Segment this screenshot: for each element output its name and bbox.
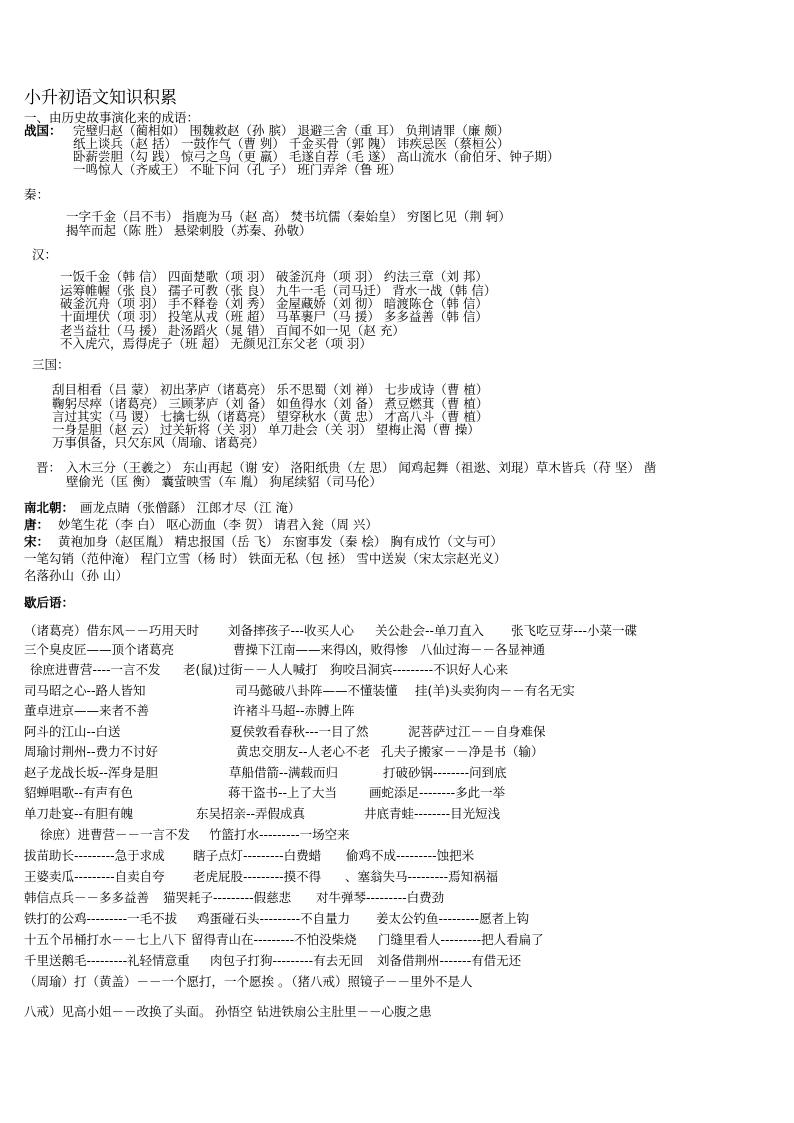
saying: 赵子龙战长坂--浑身是胆 (24, 765, 159, 780)
saying: 许褚斗马超--赤膊上阵 (233, 703, 355, 718)
idiom-line: 十面埋伏（项 羽） 投笔从戎（班 超） 马革裹尸（马 援） 多多益善（韩 信） (60, 309, 488, 324)
idiom-line: 一字千金（吕不韦） 指鹿为马（赵 高） 焚书坑儒（秦始皇） 穷图匕见（荆 轲） (66, 209, 511, 224)
era-label-han: 汉： (32, 247, 58, 262)
saying: 貂蝉唱歌--有声有色 (24, 785, 134, 800)
saying: 千里送鹅毛---------礼轻情意重 (24, 953, 190, 968)
saying: 猫哭耗子---------假慈悲 (163, 890, 292, 905)
saying: 画蛇添足--------多此一举 (369, 785, 506, 800)
saying: 曹操下江南——来得凶，败得惨 (233, 642, 409, 657)
saying: 竹篮打水---------一场空来 (209, 827, 350, 842)
era-label-zhanguo: 战国： (24, 123, 62, 138)
saying: 草船借箭--满载而归 (229, 765, 339, 780)
era-label-qin: 秦： (24, 187, 50, 202)
saying: 泥菩萨过江－－自身难保 (408, 724, 546, 739)
section-heading: 一、由历史故事演化来的成语： (24, 110, 200, 125)
idiom-line: 不入虎穴，焉得虎子（班 超） 无颜见江东父老（项 羽） (60, 336, 372, 351)
saying: 张飞吃豆芽---小菜一碟 (511, 623, 638, 638)
idiom-line: 完璧归赵（蔺相如） 围魏救赵（孙 膑） 退避三舍（重 耳） 负荆请罪（廉 颇） (73, 123, 510, 138)
saying: 老(鼠)过街－－人人喊打 (183, 662, 318, 677)
saying: 十五个吊桶打水－－七上八下 (24, 932, 187, 947)
saying: 偷鸡不成---------蚀把米 (346, 848, 475, 863)
saying: 蒋干盗书--上了大当 (228, 785, 338, 800)
saying: 姜太公钓鱼---------愿者上钩 (376, 911, 530, 926)
saying: （猪八戒）照镜子－－里外不是人 (285, 974, 473, 989)
saying: 八戒）见高小姐－－改换了头面。 (24, 1004, 212, 1019)
saying: 挂(羊)头卖狗肉－－有名无实 (415, 683, 575, 698)
saying: 周瑜讨荆州--费力不讨好 (24, 744, 159, 759)
idiom-line: 一饭千金（韩 信） 四面楚歌（项 羽） 破釜沉舟（项 羽） 约法三章（刘 邦） (60, 269, 488, 284)
saying: 拔苗助长---------急于求成 (24, 848, 165, 863)
era-label-jin: 晋： (36, 460, 62, 475)
idiom-line: 刮目相看（吕 蒙） 初出茅庐（诸葛亮） 乐不思蜀（刘 禅） 七步成诗（曹 植） (52, 382, 489, 397)
saying: 瞎子点灯---------白费蜡 (193, 848, 322, 863)
idiom-line: 破釜沉舟（项 羽） 手不释卷（刘 秀） 金屋藏娇（刘 彻） 暗渡陈仓（韩 信） (60, 296, 488, 311)
saying: 打破砂锅--------问到底 (383, 765, 507, 780)
saying: （周瑜）打（黄盖）－－一个愿打，一个愿挨 。 (24, 974, 291, 989)
idiom-line: 画龙点睛（张僧繇） 江郎才尽（江 淹） (80, 500, 301, 515)
idiom-line: 纸上谈兵（赵 括） 一鼓作气（曹 刿） 千金买骨（郭 隗） 讳疾忌医（蔡桓公） (73, 136, 510, 151)
saying: （诸葛亮）借东风－－巧用天时 (24, 623, 200, 638)
saying: 王婆卖瓜---------自卖自夸 (24, 869, 165, 884)
saying: 关公赴会--单刀直入 (375, 623, 485, 638)
saying: 司马懿破八卦阵——不懂装懂 (235, 683, 398, 698)
saying: 门缝里看人---------把人看扁了 (378, 932, 544, 947)
xiehouyu-heading: 歇后语： (24, 595, 75, 610)
era-label-song: 宋： (24, 534, 50, 549)
idiom-line: 揭竿而起（陈 胜） 悬梁刺股（苏秦、孙敬） (66, 223, 312, 238)
idiom-line: 一笔勾销（范仲淹） 程门立雪（杨 时） 铁面无私（包 拯） 雪中送炭（宋太宗赵光义） (24, 551, 507, 566)
idiom-line: 壁偷光（匡 衡） 囊萤映雪（车 胤） 狗尾续貂（司马伦） (66, 474, 382, 489)
saying: 刘备摔孩子---收买人心 (228, 623, 355, 638)
saying: 铁打的公鸡---------一毛不拔 (24, 911, 178, 926)
idiom-line: 一身是胆（赵 云） 过关斩将（关 羽） 单刀赴会（关 羽） 望梅止渴（曹 操） (52, 422, 480, 437)
idiom-line: 万事俱备，只欠东风（周瑜、诸葛亮） (52, 435, 265, 450)
saying: 留得青山在---------不怕没柴烧 (191, 932, 357, 947)
saying: 单刀赴宴--有胆有魄 (24, 806, 134, 821)
saying: 、塞翁失马---------焉知祸福 (345, 869, 499, 884)
saying: 肉包子打狗---------有去无回 (210, 953, 364, 968)
saying: 阿斗的江山--白送 (24, 724, 121, 739)
idiom-line: 妙笔生花（李 白） 呕心沥血（李 贺） 请君入瓮（周 兴） (58, 517, 378, 532)
idiom-line: 一鸣惊人（齐威王） 不耻下问（孔 子） 班门弄斧（鲁 班） (73, 162, 402, 177)
idiom-line: 言过其实（马 谡） 七擒七纵（诸葛亮） 望穿秋水（黄 忠） 才高八斗（曹 植） (52, 409, 489, 424)
idiom-line: 鞠躬尽瘁（诸葛亮） 三顾茅庐（刘 备） 如鱼得水（刘 备） 煮豆燃萁（曹 植） (52, 396, 489, 411)
saying: 鸡蛋碰石头---------不自量力 (197, 911, 351, 926)
saying: 徐庶进曹营----一言不发 (30, 662, 161, 677)
saying: 徐庶）进曹营－－一言不发 (40, 827, 191, 842)
saying: 老虎屁股---------摸不得 (193, 869, 322, 884)
era-label-tang: 唐： (24, 517, 50, 532)
saying: 司马昭之心--路人皆知 (24, 683, 146, 698)
saying: 孙悟空 钻进铁扇公主肚里－－心腹之患 (215, 1004, 432, 1019)
page-title: 小升初语文知识积累 (24, 88, 177, 108)
saying: 刘备借荆州-------有借无还 (377, 953, 522, 968)
idiom-line: 名落孙山（孙 山） (24, 568, 128, 583)
idiom-line: 运筹帷幄（张 良） 孺子可教（张 良） 九牛一毛（司马迁） 背水一战（韩 信） (60, 283, 497, 298)
saying: 三个臭皮匠——顶个诸葛亮 (24, 642, 175, 657)
saying: 对牛弹琴---------白费劲 (316, 890, 445, 905)
era-label-nanbeichao: 南北朝： (24, 500, 75, 515)
idiom-line: 入木三分（王羲之） 东山再起（谢 安） 洛阳纸贵（左 思） 闻鸡起舞（祖逖、刘琨）草木皆兵（苻 坚） 凿 (66, 460, 657, 475)
saying: 井底青蛙--------目光短浅 (364, 806, 501, 821)
saying: 狗咬吕洞宾---------不识好人心来 (330, 662, 509, 677)
saying: 黄忠交朋友--人老心不老 (236, 744, 371, 759)
saying: 孔夫子搬家－－净是书（输） (381, 744, 544, 759)
idiom-line: 黄袍加身（赵匡胤） 精忠报国（岳 飞） 东窗事发（秦 桧） 胸有成竹（文与可） (58, 534, 503, 549)
saying: 董卓进京——来者不善 (24, 703, 150, 718)
saying: 东吴招亲--弄假成真 (196, 806, 306, 821)
saying: 夏侯敦看春秋---一目了然 (230, 724, 369, 739)
idiom-line: 老当益壮（马 援） 赴汤蹈火（晁 错） 百闻不如一见（赵 充） (60, 323, 405, 338)
saying: 韩信点兵－－多多益善 (24, 890, 150, 905)
era-label-sanguo: 三国： (32, 357, 70, 372)
saying: 八仙过海－－各显神通 (420, 642, 546, 657)
idiom-line: 卧薪尝胆（勾 践） 惊弓之鸟（更 羸） 毛遂自荐（毛 遂） 高山流水（俞伯牙、钟子期） (73, 149, 560, 164)
